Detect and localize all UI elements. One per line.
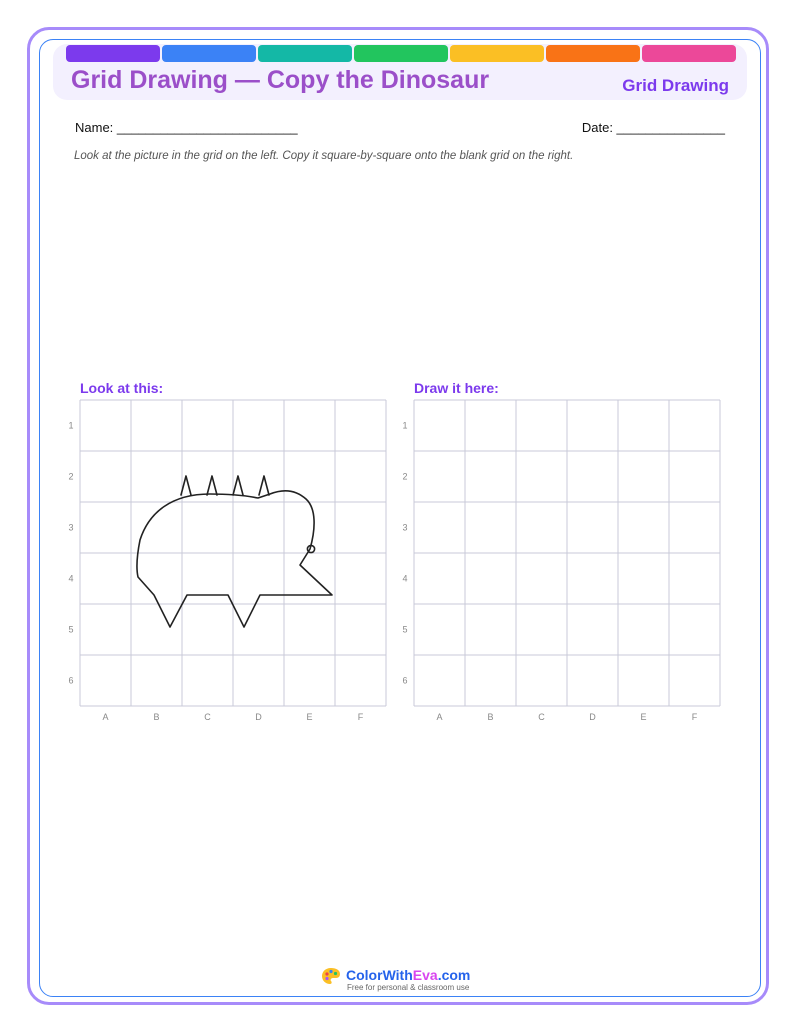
- brand-eva: Eva: [412, 967, 438, 983]
- reference-grid-column-label: E: [306, 712, 313, 722]
- reference-grid-row-label: 1: [68, 420, 74, 431]
- reference-grid-row-label: 6: [68, 675, 74, 686]
- page-title: Grid Drawing — Copy the Dinosaur: [71, 66, 490, 94]
- brand-subtitle: Free for personal & classroom use: [347, 983, 470, 992]
- drawing-grid-row-label: 1: [402, 420, 408, 431]
- reference-grid-row-label: 3: [68, 522, 74, 533]
- category-tag: Grid Drawing: [622, 76, 729, 95]
- drawing-grid-row-label: 3: [402, 522, 408, 533]
- drawing-grid-row-label: 4: [402, 573, 408, 584]
- drawing-grid-column-label: C: [538, 712, 545, 722]
- reference-grid: [68, 400, 386, 722]
- brand-with: With: [382, 967, 413, 983]
- drawing-grid-row-label: 5: [402, 624, 408, 635]
- brand-color: Color: [346, 967, 383, 983]
- dinosaur-spikes: [181, 476, 269, 495]
- left-panel-title: Look at this:: [80, 380, 164, 396]
- name-field[interactable]: Name: _________________________: [75, 120, 298, 135]
- brand-name[interactable]: [346, 967, 470, 983]
- drawing-grid-row-label: 6: [402, 675, 408, 686]
- brand-tld: .com: [437, 967, 471, 983]
- reference-grid-row-label: 2: [68, 471, 74, 482]
- drawing-grid-column-label: B: [487, 712, 494, 722]
- drawing-grid-column-label: E: [640, 712, 647, 722]
- reference-grid-row-label: 4: [68, 573, 74, 584]
- palette-logo-icon: [321, 966, 341, 986]
- drawing-grid-column-label: D: [589, 712, 596, 722]
- drawing-grid-column-label: F: [691, 712, 698, 722]
- reference-grid-column-label: B: [153, 712, 160, 722]
- reference-grid-column-label: D: [255, 712, 262, 722]
- reference-grid-column-label: C: [204, 712, 211, 722]
- instructions: Look at the picture in the grid on the left. Copy it square-by-square onto the blank grid on the right.: [74, 150, 574, 162]
- reference-grid-column-label: A: [102, 712, 109, 722]
- date-field[interactable]: Date: _______________: [581, 120, 725, 135]
- reference-grid-row-label: 5: [68, 624, 74, 635]
- drawing-grid-column-label: A: [436, 712, 443, 722]
- right-panel-title: Draw it here:: [414, 380, 499, 396]
- dinosaur-body-outline: [137, 491, 332, 627]
- reference-grid-column-label: F: [357, 712, 364, 722]
- drawing-grid[interactable]: [402, 400, 720, 722]
- drawing-grid-row-label: 2: [402, 471, 408, 482]
